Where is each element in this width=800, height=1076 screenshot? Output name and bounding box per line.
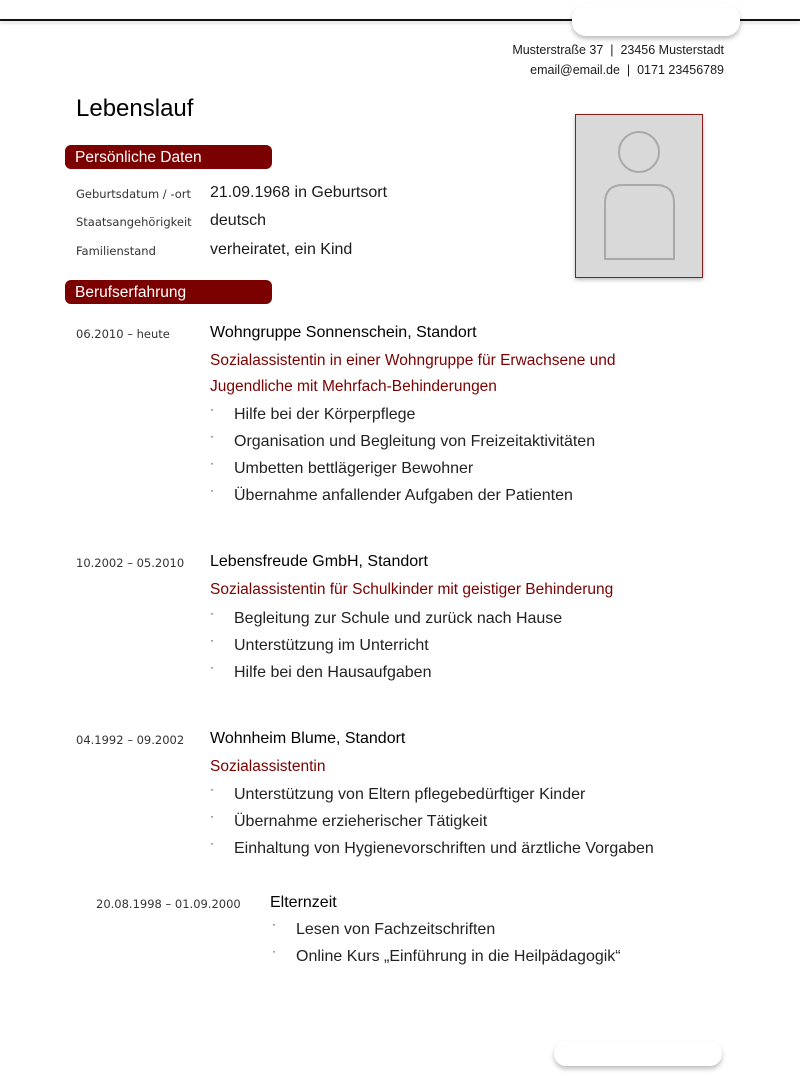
entry-dates: 04.1992 – 09.2002 bbox=[76, 733, 185, 747]
task-item bbox=[210, 809, 488, 831]
task-text: Organisation und Begleitung von Freizeitaktivitäten bbox=[234, 433, 596, 450]
bullet-icon: · bbox=[210, 402, 214, 416]
entry-dates: 06.2010 – heute bbox=[76, 327, 170, 341]
task-item bbox=[210, 782, 586, 804]
footer-tab bbox=[554, 1041, 722, 1066]
contact-line: email@email.de | 0171 23456789 bbox=[530, 63, 724, 77]
task-item bbox=[210, 660, 432, 682]
task-item bbox=[210, 402, 416, 424]
entry-role: Sozialassistentin bbox=[210, 758, 326, 775]
task-text: Umbetten bettlägeriger Bewohner bbox=[234, 460, 474, 477]
task-text: Online Kurs „Einführung in die Heilpädagogik“ bbox=[296, 948, 621, 965]
personal-value: 21.09.1968 in Geburtsort bbox=[210, 184, 388, 201]
bullet-icon: · bbox=[210, 483, 214, 497]
photo-placeholder[interactable] bbox=[575, 114, 703, 278]
bullet-icon: · bbox=[272, 917, 276, 931]
task-text: Einhaltung von Hygienevorschriften und ärztliche Vorgaben bbox=[234, 840, 654, 857]
bullet-icon: · bbox=[272, 944, 276, 958]
task-text: Hilfe bei den Hausaufgaben bbox=[234, 664, 432, 681]
personal-label: Familienstand bbox=[76, 244, 156, 258]
task-item bbox=[272, 917, 496, 939]
personal-label: Staatsangehörigkeit bbox=[76, 215, 192, 229]
bullet-icon: · bbox=[210, 660, 214, 674]
personal-value: deutsch bbox=[210, 212, 267, 229]
bullet-icon: · bbox=[210, 606, 214, 620]
bullet-icon: · bbox=[210, 809, 214, 823]
task-item bbox=[210, 606, 563, 628]
task-text: Unterstützung von Eltern pflegebedürftiger Kinder bbox=[234, 786, 586, 803]
task-text: Lesen von Fachzeitschriften bbox=[296, 921, 496, 938]
address-line: Musterstraße 37 | 23456 Musterstadt bbox=[512, 43, 724, 57]
entry-employer: Lebensfreude GmbH, Standort bbox=[210, 553, 428, 570]
section-heading-personal: Persönliche Daten bbox=[65, 145, 272, 169]
person-placeholder-icon bbox=[576, 115, 701, 276]
entry-role: Sozialassistentin für Schulkinder mit geistiger Behinderung bbox=[210, 581, 614, 598]
entry-role: Sozialassistentin in einer Wohngruppe für Erwachsene und Jugendliche mit Mehrfach-Behinderungen bbox=[210, 352, 616, 395]
entry-dates: 10.2002 – 05.2010 bbox=[76, 556, 185, 570]
task-text: Übernahme anfallender Aufgaben der Patienten bbox=[234, 487, 573, 504]
bullet-icon: · bbox=[210, 456, 214, 470]
task-item bbox=[210, 429, 596, 451]
task-text: Hilfe bei der Körperpflege bbox=[234, 406, 416, 423]
task-item bbox=[210, 456, 474, 478]
personal-value: verheiratet, ein Kind bbox=[210, 241, 353, 258]
task-text: Unterstützung im Unterricht bbox=[234, 637, 429, 654]
personal-label: Geburtsdatum / -ort bbox=[76, 187, 191, 201]
task-item bbox=[210, 633, 429, 655]
bullet-icon: · bbox=[210, 429, 214, 443]
entry-employer: Elternzeit bbox=[270, 894, 337, 911]
task-item bbox=[272, 944, 621, 966]
task-text: Übernahme erzieherischer Tätigkeit bbox=[234, 813, 488, 830]
entry-dates: 20.08.1998 – 01.09.2000 bbox=[96, 897, 241, 911]
bullet-icon: · bbox=[210, 782, 214, 796]
bullet-icon: · bbox=[210, 836, 214, 850]
section-heading-experience: Berufserfahrung bbox=[65, 280, 272, 304]
entry-employer: Wohnheim Blume, Standort bbox=[210, 730, 406, 747]
bullet-icon: · bbox=[210, 633, 214, 647]
entry-employer: Wohngruppe Sonnenschein, Standort bbox=[210, 324, 477, 341]
task-text: Begleitung zur Schule und zurück nach Hause bbox=[234, 610, 563, 627]
header-tab bbox=[572, 4, 740, 36]
task-item bbox=[210, 483, 573, 505]
task-item bbox=[210, 836, 654, 858]
document-title: Lebenslauf bbox=[76, 95, 194, 122]
